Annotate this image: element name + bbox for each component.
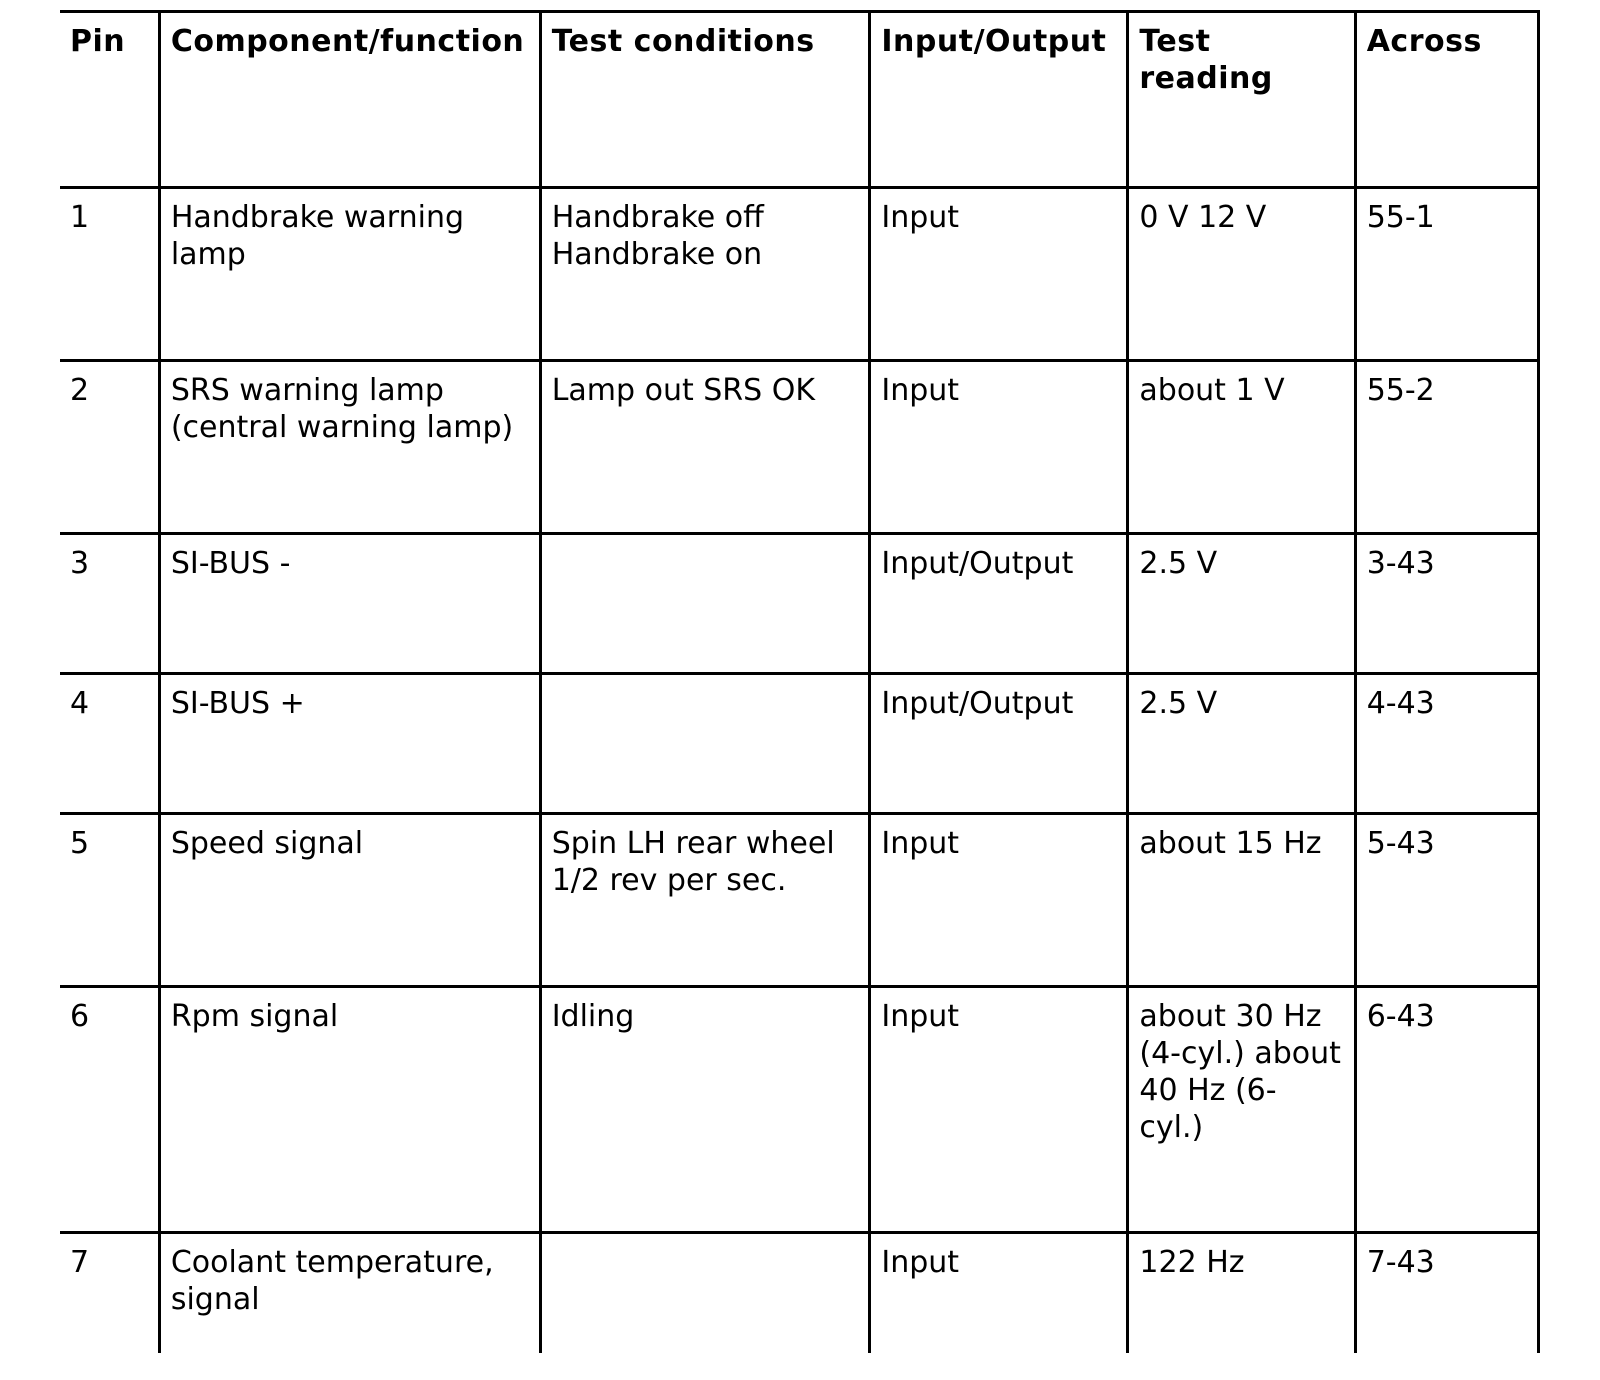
cell-component: Handbrake warning lamp — [159, 188, 540, 361]
cell-across: 5-43 — [1355, 814, 1538, 987]
table-row — [60, 674, 1539, 814]
cell-io: Input — [870, 987, 1128, 1233]
cell-io: Input — [870, 361, 1128, 534]
cell-reading: about 15 Hz — [1128, 814, 1355, 987]
header-test-reading: Test reading — [1128, 12, 1355, 188]
cell-pin: 5 — [60, 814, 159, 987]
cell-reading: about 1 V — [1128, 361, 1355, 534]
cell-pin: 4 — [60, 674, 159, 814]
cell-conditions: Lamp out SRS OK — [540, 361, 870, 534]
cell-io: Input/Output — [870, 534, 1128, 674]
cell-reading: 0 V 12 V — [1128, 188, 1355, 361]
cell-pin: 2 — [60, 361, 159, 534]
cell-across: 4-43 — [1355, 674, 1538, 814]
cell-io: Input — [870, 1233, 1128, 1353]
cell-io: Input — [870, 188, 1128, 361]
cell-conditions: Idling — [540, 987, 870, 1233]
cell-across: 55-1 — [1355, 188, 1538, 361]
cell-pin: 1 — [60, 188, 159, 361]
cell-pin: 7 — [60, 1233, 159, 1353]
table-row — [60, 361, 1539, 534]
table-row — [60, 1233, 1539, 1353]
cell-conditions: Handbrake off Handbrake on — [540, 188, 870, 361]
table-row — [60, 814, 1539, 987]
table-row — [60, 534, 1539, 674]
cell-conditions — [540, 1233, 870, 1353]
cell-across: 55-2 — [1355, 361, 1538, 534]
cell-across: 3-43 — [1355, 534, 1538, 674]
table-row — [60, 987, 1539, 1233]
cell-component: Speed signal — [159, 814, 540, 987]
cell-component: SI-BUS + — [159, 674, 540, 814]
header-pin: Pin — [60, 12, 159, 188]
cell-io: Input/Output — [870, 674, 1128, 814]
table-row — [60, 188, 1539, 361]
cell-conditions: Spin LH rear wheel 1/2 rev per sec. — [540, 814, 870, 987]
table-header-row — [60, 12, 1539, 188]
header-component: Component/function — [159, 12, 540, 188]
header-across: Across — [1355, 12, 1538, 188]
header-input-output: Input/Output — [870, 12, 1128, 188]
cell-reading: 122 Hz — [1128, 1233, 1355, 1353]
pin-test-table — [60, 10, 1540, 1353]
header-test-conditions: Test conditions — [540, 12, 870, 188]
cell-component: Rpm signal — [159, 987, 540, 1233]
cell-pin: 3 — [60, 534, 159, 674]
cell-component: SI-BUS - — [159, 534, 540, 674]
cell-across: 6-43 — [1355, 987, 1538, 1233]
cell-io: Input — [870, 814, 1128, 987]
cell-component: SRS warning lamp (central warning lamp) — [159, 361, 540, 534]
cell-pin: 6 — [60, 987, 159, 1233]
cell-reading: 2.5 V — [1128, 674, 1355, 814]
cell-conditions — [540, 674, 870, 814]
cell-component: Coolant temperature, signal — [159, 1233, 540, 1353]
cell-reading: 2.5 V — [1128, 534, 1355, 674]
cell-across: 7-43 — [1355, 1233, 1538, 1353]
cell-conditions — [540, 534, 870, 674]
cell-reading: about 30 Hz (4-cyl.) about 40 Hz (6- cyl.) — [1128, 987, 1355, 1233]
